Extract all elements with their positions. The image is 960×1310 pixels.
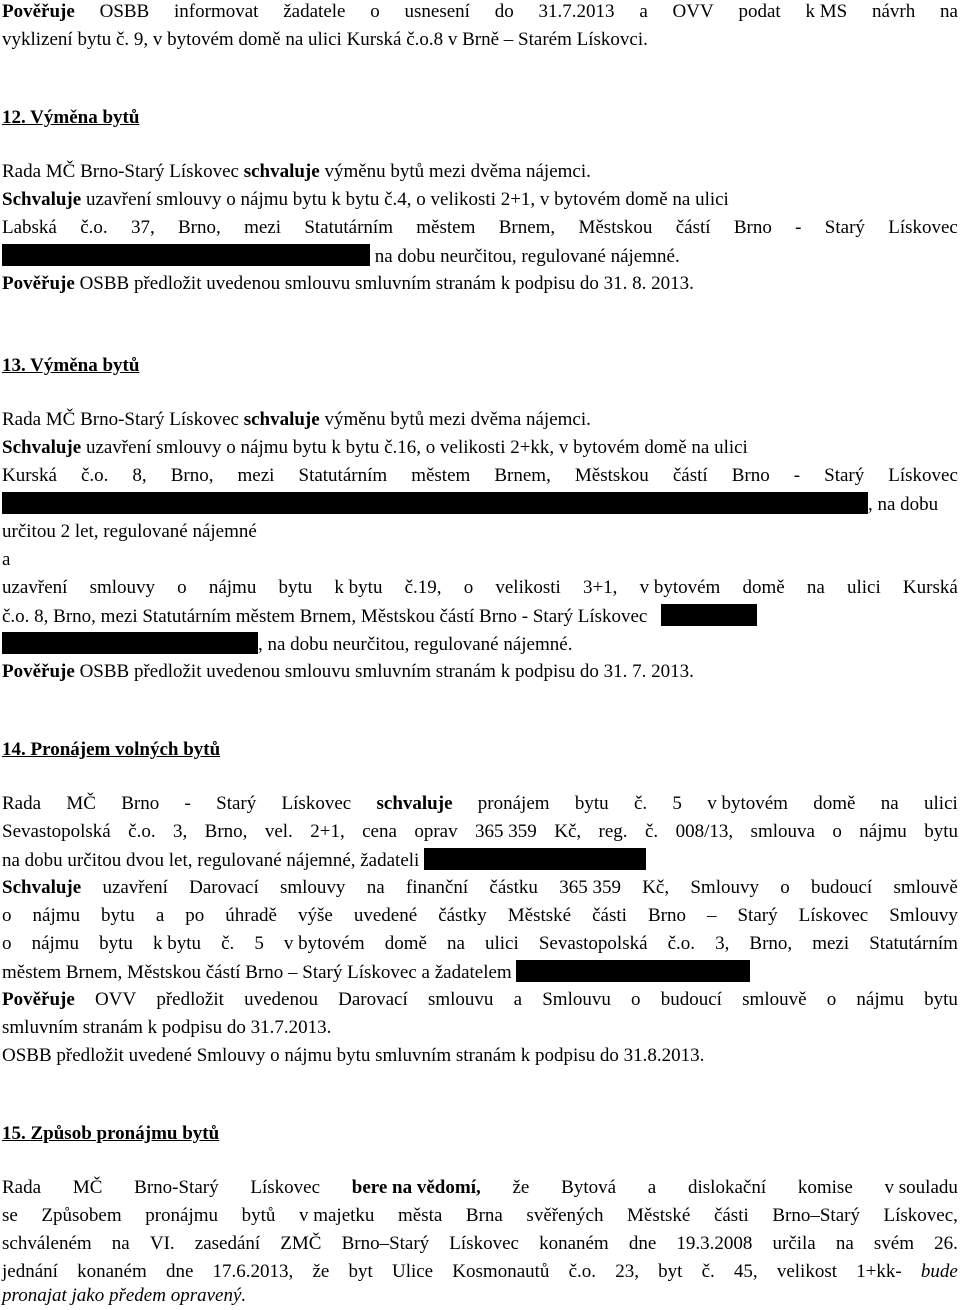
word: 37, (130, 217, 155, 238)
word: uvedené (353, 905, 418, 926)
word: mezi (812, 933, 850, 954)
word: o (2, 933, 12, 954)
word: 26. (934, 1233, 958, 1254)
word: Brno (733, 217, 772, 238)
word: Brno, (749, 933, 793, 954)
justified-line (2, 1260, 958, 1284)
word: zasedání (194, 1233, 261, 1254)
word: na (940, 1, 958, 22)
word: se (2, 1205, 18, 1226)
word: Způsobem (41, 1205, 122, 1226)
word: svěřených (526, 1205, 604, 1226)
justified-line (2, 932, 958, 956)
word: reg. (598, 821, 628, 842)
word: – (706, 905, 717, 926)
word: bere na vědomí, (351, 1177, 481, 1198)
justified-line (2, 988, 958, 1012)
word: č. (644, 821, 659, 842)
word: ZMČ (280, 1233, 322, 1254)
word: po (185, 905, 205, 926)
word: pronájem (477, 793, 550, 814)
word: 1+kk- (856, 1261, 902, 1282)
word: Starý (824, 465, 865, 486)
word: Brno, (170, 465, 214, 486)
word: do (494, 1, 514, 22)
word: Brnem, (498, 217, 556, 238)
text-line: , na dobu (2, 492, 938, 517)
word: velikosti (495, 577, 561, 598)
word: bytu (924, 821, 958, 842)
word: vel. (264, 821, 293, 842)
word: smlouvě (893, 877, 958, 898)
word: Kurská (902, 577, 958, 598)
justified-line (2, 904, 958, 928)
text-line: smluvním stranám k podpisu do 31.7.2013. (2, 1017, 332, 1038)
text-line: Schvaluje uzavření smlouvy o nájmu bytu k bytu č.4, o velikosti 2+1, v bytovém domě na ulici (2, 189, 729, 210)
word: smlouva (750, 821, 815, 842)
word: domě (813, 793, 856, 814)
word: Rada (2, 793, 42, 814)
text-line: na dobu neurčitou, regulované nájemné. (2, 244, 680, 269)
word: v bytovém (283, 933, 365, 954)
word: ulici (846, 577, 881, 598)
word: Starý (824, 217, 865, 238)
word: č. (221, 933, 235, 954)
section-heading-15: 15. Způsob pronájmu bytů (2, 1123, 220, 1144)
word: mezi (244, 217, 281, 238)
section-heading-14: 14. Pronájem volných bytů (2, 739, 221, 760)
word: bytu (99, 933, 133, 954)
word: Smlouvu (542, 989, 611, 1010)
word: v bytovém (707, 793, 788, 814)
word: MČ (72, 1177, 103, 1198)
word: Brna (465, 1205, 503, 1226)
word: budoucí (660, 989, 722, 1010)
word: domě (742, 577, 785, 598)
word: finanční (405, 877, 469, 898)
word: určila (772, 1233, 816, 1254)
word: byt (348, 1261, 373, 1282)
justified-line (2, 0, 958, 24)
justified-line (2, 820, 958, 844)
word: OVV (672, 1, 714, 22)
word: Darovací (338, 989, 408, 1010)
redaction-bar (661, 604, 757, 626)
word: bytů (241, 1205, 276, 1226)
word: 3, (715, 933, 730, 954)
word: Brno, (204, 821, 248, 842)
word: Starý (737, 905, 778, 926)
word: podat (738, 1, 781, 22)
text-line: Pověřuje OSBB předložit uvedenou smlouvu smluvním stranám k podpisu do 31. 8. 2013. (2, 273, 694, 294)
word: 5 (672, 793, 682, 814)
word: bytu (574, 793, 609, 814)
word: VI. (149, 1233, 175, 1254)
word: Brno (647, 905, 686, 926)
word: Sevastopolská (2, 821, 111, 842)
word: Kč, (642, 877, 670, 898)
word: Brno (121, 793, 160, 814)
word: v majetku (298, 1205, 375, 1226)
word: smlouvě (742, 989, 807, 1010)
word: o (780, 877, 790, 898)
word: o (2, 905, 12, 926)
word: předložit (156, 989, 224, 1010)
word: nájmu (859, 821, 907, 842)
word: oprav (414, 821, 458, 842)
word: Smlouvy (690, 877, 759, 898)
word: Bytová (561, 1177, 617, 1198)
word: částku (489, 877, 538, 898)
word: k bytu (152, 933, 201, 954)
word: na (835, 1233, 854, 1254)
word: č.o. (667, 933, 696, 954)
word: 45, (733, 1261, 758, 1282)
word: Lískovec (250, 1177, 321, 1198)
word: usnesení (404, 1, 470, 22)
word: č.19, (404, 577, 442, 598)
word: dne (165, 1261, 194, 1282)
word: Lískovec (888, 465, 958, 486)
redaction-bar (2, 492, 868, 514)
section-heading-12: 12. Výměna bytů (2, 107, 140, 128)
word: Městskou (574, 465, 649, 486)
word: o (631, 989, 641, 1010)
word: o (832, 821, 842, 842)
word: že (512, 1177, 530, 1198)
word: Městské (507, 905, 572, 926)
word: 5 (254, 933, 264, 954)
word: č.o. (80, 465, 109, 486)
word: bytu (278, 577, 313, 598)
redaction-bar (2, 244, 370, 266)
word: části (713, 1205, 749, 1226)
word: a (155, 905, 165, 926)
word: Městské (627, 1205, 691, 1226)
word: svém (873, 1233, 915, 1254)
word: č. (701, 1261, 715, 1282)
word: 19.3.2008 (676, 1233, 753, 1254)
word: 17.6.2013, (212, 1261, 294, 1282)
word: Starý (216, 793, 257, 814)
word: Lískovec (888, 217, 958, 238)
word: částky (438, 905, 487, 926)
word: nájmu (31, 933, 80, 954)
word: komise (797, 1177, 853, 1198)
word: OSBB (99, 1, 150, 22)
word: nájmu (856, 989, 904, 1010)
word: 8, (132, 465, 147, 486)
word: o (826, 989, 837, 1010)
text-line: na dobu určitou dvou let, regulované nájemné, žadateli (2, 848, 646, 873)
word: a (639, 1, 648, 22)
justified-line (2, 576, 958, 600)
justified-line (2, 876, 958, 900)
word: Statutárním (869, 933, 958, 954)
word: 3+1, (582, 577, 618, 598)
word: Lískovec (798, 905, 869, 926)
word: o (463, 577, 474, 598)
word: Lískovec (281, 793, 352, 814)
word: uzavření (2, 577, 68, 598)
word: Brno-Starý (134, 1177, 219, 1198)
text-line: Pověřuje OSBB předložit uvedenou smlouvu smluvním stranám k podpisu do 31. 7. 2013. (2, 661, 694, 682)
word: Lískovec, (883, 1205, 958, 1226)
word: smlouvy (279, 877, 346, 898)
word: ulici (484, 933, 519, 954)
word: Městskou (578, 217, 653, 238)
word: Lískovec (449, 1233, 519, 1254)
word: dne (628, 1233, 657, 1254)
text-line: a (2, 549, 11, 570)
word: Brno–Starý (772, 1205, 860, 1226)
word: schváleném (2, 1233, 92, 1254)
justified-line (2, 1176, 958, 1200)
word: - (184, 793, 191, 814)
word: úhradě (225, 905, 277, 926)
word: Darovací (189, 877, 259, 898)
word: - (795, 217, 802, 238)
word: 2+1, (310, 821, 345, 842)
word: k MS (805, 1, 848, 22)
text-line: , na dobu neurčitou, regulované nájemné. (2, 632, 572, 657)
word: částí (675, 217, 711, 238)
word: že (312, 1261, 330, 1282)
redaction-bar (424, 848, 646, 870)
word: MČ (66, 793, 96, 814)
word: Brnem, (494, 465, 551, 486)
word: Statutárním (304, 217, 393, 238)
word: velikost (776, 1261, 838, 1282)
word: 365 359 (475, 821, 537, 842)
word: o (177, 577, 187, 598)
word: konaném (77, 1261, 147, 1282)
word: Ulice (391, 1261, 434, 1282)
word: smlouvu (427, 989, 494, 1010)
word: nájmu (32, 905, 81, 926)
text-line: určitou 2 let, regulované nájemné (2, 521, 257, 542)
section-heading-13: 13. Výměna bytů (2, 355, 140, 376)
word: cena (362, 821, 397, 842)
word: byt (658, 1261, 683, 1282)
word: č. (633, 793, 648, 814)
text-line: Rada MČ Brno-Starý Lískovec schvaluje výměnu bytů mezi dvěma nájemci. (2, 161, 591, 182)
word: Kč, (554, 821, 582, 842)
word: žadatele (283, 1, 346, 22)
word: schvaluje (376, 793, 453, 814)
word: Schvaluje (2, 877, 82, 898)
word: části (592, 905, 627, 926)
word: konaném (539, 1233, 609, 1254)
word: pronájmu (145, 1205, 219, 1226)
redaction-bar (2, 632, 258, 654)
word: na (446, 933, 465, 954)
word: na (806, 577, 825, 598)
word: Brno (731, 465, 770, 486)
text-line: vyklizení bytu č. 9, v bytovém domě na ulici Kurská č.o.8 v Brně – Starém Lískovci. (2, 29, 648, 50)
justified-line (2, 1232, 958, 1256)
justified-line (2, 464, 958, 488)
word: k bytu (334, 577, 383, 598)
word: Kurská (2, 465, 57, 486)
text-line: pronajat jako předem opravený. (2, 1285, 247, 1306)
word: města (398, 1205, 443, 1226)
word: bytu (101, 905, 135, 926)
word: v souladu (884, 1177, 958, 1198)
text-line: Rada MČ Brno-Starý Lískovec schvaluje výměnu bytů mezi dvěma nájemci. (2, 409, 591, 430)
word: č.o. (568, 1261, 597, 1282)
word: č.o. (80, 217, 108, 238)
word: Pověřuje (2, 989, 75, 1010)
word: návrh (871, 1, 916, 22)
word: na (111, 1233, 130, 1254)
word: informovat (174, 1, 259, 22)
text-line: OSBB předložit uvedené Smlouvy o nájmu bytu smluvním stranám k podpisu do 31.8.2013. (2, 1045, 705, 1066)
text-line: Schvaluje uzavření smlouvy o nájmu bytu k bytu č.16, o velikosti 2+kk, v bytovém domě na ulici (2, 437, 748, 458)
word: částí (672, 465, 708, 486)
word: na (366, 877, 385, 898)
justified-line (2, 216, 958, 240)
word: dislokační (688, 1177, 767, 1198)
word: jednání (2, 1261, 58, 1282)
word: Statutárním (298, 465, 388, 486)
word: a (647, 1177, 657, 1198)
word: uzavření (102, 877, 168, 898)
word: městem (411, 465, 471, 486)
word: Sevastopolská (538, 933, 648, 954)
word: Smlouvy (889, 905, 958, 926)
word: nájmu (208, 577, 257, 598)
word: bude (920, 1261, 958, 1282)
justified-line (2, 1204, 958, 1228)
word: 365 359 (559, 877, 621, 898)
word: Labská (2, 217, 57, 238)
word: Brno, (178, 217, 221, 238)
word: Kosmonautů (452, 1261, 550, 1282)
word: Rada (2, 1177, 42, 1198)
word: budoucí (810, 877, 873, 898)
word: a (513, 989, 523, 1010)
word: Pověřuje (2, 1, 75, 22)
word: 23, (615, 1261, 639, 1282)
word: na (880, 793, 899, 814)
word: smlouvy (89, 577, 156, 598)
word: městem (416, 217, 476, 238)
word: 008/13, (675, 821, 734, 842)
word: 31.7.2013 (538, 1, 615, 22)
word: - (793, 465, 801, 486)
word: bytu (924, 989, 958, 1010)
word: výše (298, 905, 333, 926)
word: OVV (95, 989, 137, 1010)
word: 3, (173, 821, 188, 842)
justified-line (2, 792, 958, 816)
word: mezi (237, 465, 275, 486)
word: o (370, 1, 380, 22)
word: domě (384, 933, 427, 954)
word: č.o. (128, 821, 156, 842)
word: Brno–Starý (341, 1233, 430, 1254)
word: ulici (924, 793, 958, 814)
text-line: č.o. 8, Brno, mezi Statutárním městem Brnem, Městskou částí Brno - Starý Lískovec (2, 604, 757, 629)
redaction-bar (516, 960, 750, 982)
text-line: městem Brnem, Městskou částí Brno – Starý Lískovec a žadatelem (2, 960, 750, 985)
word: uvedenou (244, 989, 318, 1010)
word: v bytovém (639, 577, 721, 598)
